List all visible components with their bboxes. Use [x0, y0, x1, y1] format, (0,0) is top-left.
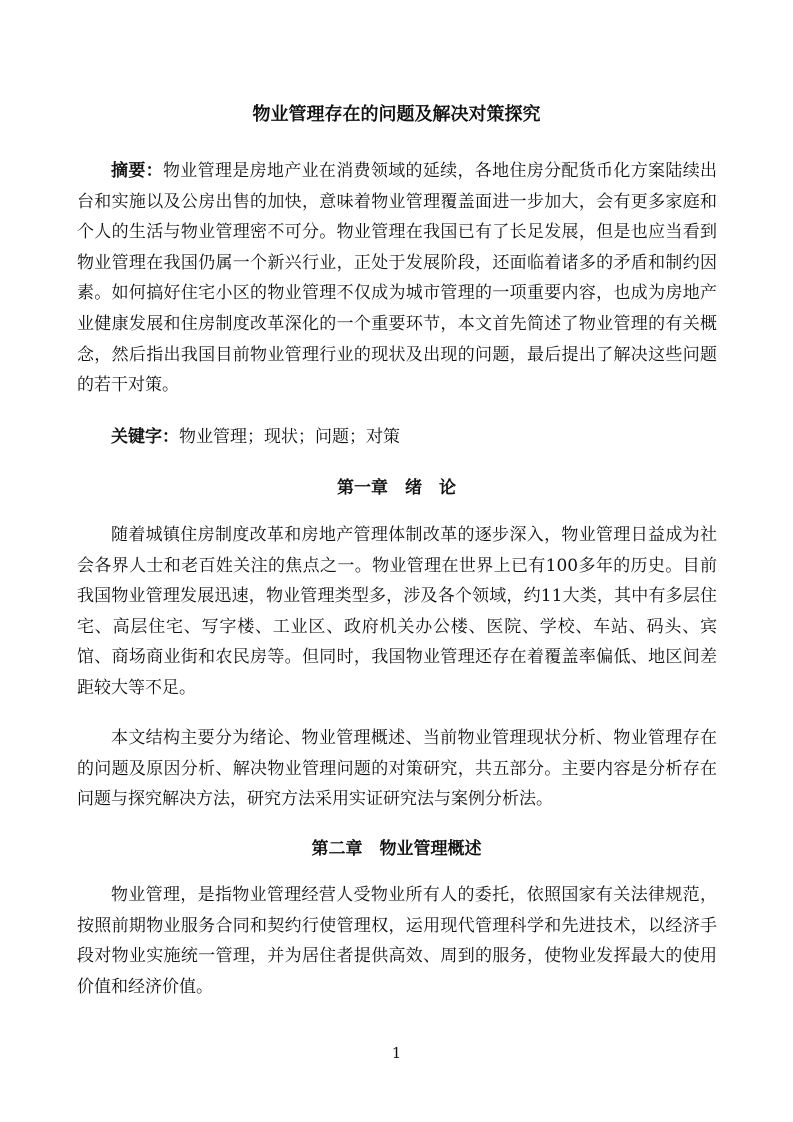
chapter1-paragraph-2: 本文结构主要分为绪论、物业管理概述、当前物业管理现状分析、物业管理存在的问题及原因分析、解决物业管理问题的对策研究，共五部分。主要内容是分析存在问题与探究解决方法，研究方法采用实证研究法与案例分析法。	[77, 728, 717, 810]
chapter1-paragraph-1: 随着城镇住房制度改革和房地产管理体制改革的逐步深入，物业管理日益成为社会各界人士和老百姓关注的焦点之一。物业管理在世界上已有100多年的历史。目前我国物业管理发展迅速，物业管理类型多，涉及各个领域，约11大类，其中有多层住宅、高层住宅、写字楼、工业区、政府机关办公楼、医院、学校、车站、码头、宾馆、商场商业街和农民房等。但同时，我国物业管理还存在着覆盖率偏低、地区间差距较大等不足。	[77, 525, 717, 698]
paper-title: 物业管理存在的问题及解决对策探究	[252, 104, 541, 125]
chapter1-heading: 第一章 绪 论	[337, 478, 456, 498]
abstract-label: 摘要：	[111, 161, 163, 181]
chapter2-paragraph-1: 物业管理，是指物业管理经营人受物业所有人的委托，依照国家有关法律规范，按照前期物业服务合同和契约行使管理权，运用现代管理科学和先进技术，以经济手段对物业实施统一管理，并为居住者提供高效、周到的服务，使物业发挥最大的使用价值和经济价值。	[77, 885, 717, 997]
chapter2-heading: 第二章 物业管理概述	[311, 839, 482, 859]
page-number: 1	[391, 1044, 402, 1062]
keywords-paragraph	[77, 422, 717, 453]
abstract-paragraph	[77, 156, 717, 401]
abstract-text: 物业管理是房地产业在消费领域的延续，各地住房分配货币化方案陆续出台和实施以及公房出售的加快，意味着物业管理覆盖面进一步加大，会有更多家庭和个人的生活与物业管理密不可分。物业管理在我国已有了长足发展，但是也应当看到物业管理在我国仍属一个新兴行业，正处于发展阶段，还面临着诸多的矛盾和制约因素。如何搞好住宅小区的物业管理不仅成为城市管理的一项重要内容，也成为房地产业健康发展和住房制度改革深化的一个重要环节，本文首先简述了物业管理的有关概念，然后指出我国目前物业管理行业的现状及出现的问题，最后提出了解决这些问题的若干对策。	[77, 161, 718, 396]
keywords-text: 物业管理；现状；问题；对策	[179, 427, 400, 447]
keywords-label: 关键字：	[111, 427, 179, 447]
